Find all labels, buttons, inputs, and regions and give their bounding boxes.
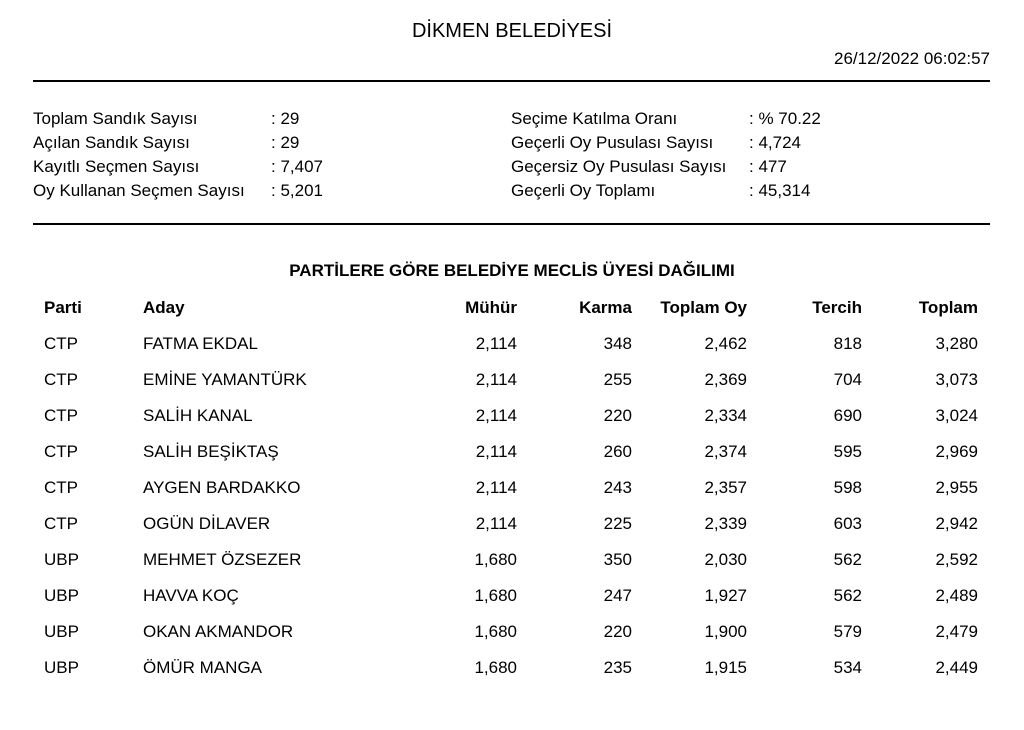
stat-row: [511, 179, 821, 203]
cell-tercih: 598: [833, 478, 862, 497]
cell-karma: 235: [603, 658, 632, 677]
cell-karma: 350: [603, 550, 632, 569]
cell-party: UBP: [44, 622, 79, 641]
stat-label: Oy Kullanan Seçmen Sayısı: [33, 181, 245, 200]
stat-row: [511, 131, 821, 155]
cell-candidate: FATMA EKDAL: [143, 334, 258, 353]
cell-toplam: 2,969: [935, 442, 978, 461]
cell-tercih: 595: [833, 442, 862, 461]
cell-tercih: 534: [833, 658, 862, 677]
table-row: [0, 404, 1024, 440]
cell-tercih: 818: [833, 334, 862, 353]
report-datetime: 26/12/2022 06:02:57: [834, 49, 990, 68]
cell-toplam: 2,955: [935, 478, 978, 497]
cell-party: CTP: [44, 370, 78, 389]
cell-muhur: 1,680: [474, 586, 517, 605]
table-body: [0, 332, 1024, 692]
section-title: PARTİLERE GÖRE BELEDİYE MECLİS ÜYESİ DAĞILIMI: [289, 261, 735, 280]
cell-muhur: 1,680: [474, 622, 517, 641]
stat-value: : 29: [271, 109, 300, 128]
cell-karma: 348: [603, 334, 632, 353]
cell-karma: 255: [603, 370, 632, 389]
table-row: [0, 584, 1024, 620]
cell-toplam: 2,592: [935, 550, 978, 569]
stat-row: [33, 107, 323, 131]
cell-toplam: 3,073: [935, 370, 978, 389]
cell-candidate: MEHMET ÖZSEZER: [143, 550, 302, 569]
stat-label: Geçerli Oy Toplamı: [511, 181, 656, 200]
cell-muhur: 2,114: [475, 370, 517, 389]
cell-party: CTP: [44, 334, 78, 353]
stat-label: Seçime Katılma Oranı: [511, 109, 678, 128]
table-row: [0, 512, 1024, 548]
stat-value: : % 70.22: [749, 109, 821, 128]
table-header-row: [0, 296, 1024, 332]
cell-tercih: 562: [833, 550, 862, 569]
cell-muhur: 2,114: [475, 406, 517, 425]
table-row: [0, 548, 1024, 584]
cell-candidate: OGÜN DİLAVER: [143, 514, 271, 533]
cell-candidate: EMİNE YAMANTÜRK: [143, 370, 307, 389]
cell-toplam: 3,024: [935, 406, 978, 425]
cell-toplam-oy: 2,374: [704, 442, 747, 461]
cell-candidate: AYGEN BARDAKKO: [143, 478, 301, 497]
cell-candidate: ÖMÜR MANGA: [143, 658, 262, 677]
stats-left: [33, 107, 323, 203]
stats-right: [511, 107, 821, 203]
stat-value: : 45,314: [749, 181, 811, 200]
cell-tercih: 562: [833, 586, 862, 605]
cell-karma: 225: [603, 514, 632, 533]
cell-muhur: 2,114: [475, 334, 517, 353]
col-header-tercih: Tercih: [812, 298, 862, 317]
results-table: [0, 296, 1024, 692]
col-header-toplam-oy: Toplam Oy: [660, 298, 747, 317]
cell-toplam-oy: 2,357: [704, 478, 747, 497]
cell-party: CTP: [44, 514, 78, 533]
stat-row: [33, 179, 323, 203]
stat-value: : 477: [749, 157, 787, 176]
cell-party: UBP: [44, 586, 79, 605]
cell-toplam-oy: 1,927: [704, 586, 747, 605]
cell-muhur: 1,680: [474, 550, 517, 569]
cell-toplam: 2,479: [935, 622, 978, 641]
cell-toplam-oy: 1,915: [704, 658, 747, 677]
stat-label: Toplam Sandık Sayısı: [33, 109, 198, 128]
col-header-muhur: Mühür: [465, 298, 517, 317]
table-row: [0, 368, 1024, 404]
page-title: DİKMEN BELEDİYESİ: [411, 20, 613, 42]
cell-party: CTP: [44, 406, 78, 425]
stat-label: Geçersiz Oy Pusulası Sayısı: [511, 157, 727, 176]
cell-tercih: 704: [833, 370, 862, 389]
table-row: [0, 476, 1024, 512]
table-row: [0, 620, 1024, 656]
table-row: [0, 332, 1024, 368]
cell-muhur: 2,114: [475, 442, 517, 461]
cell-toplam: 2,449: [935, 658, 978, 677]
cell-tercih: 690: [833, 406, 862, 425]
cell-toplam-oy: 2,462: [704, 334, 747, 353]
top-divider: [33, 80, 990, 82]
stat-row: [33, 155, 323, 179]
cell-karma: 220: [603, 622, 632, 641]
middle-divider: [33, 223, 990, 225]
cell-candidate: SALİH KANAL: [143, 406, 253, 425]
cell-toplam: 2,942: [935, 514, 978, 533]
cell-party: UBP: [44, 658, 79, 677]
cell-karma: 220: [603, 406, 632, 425]
stat-label: Kayıtlı Seçmen Sayısı: [33, 157, 200, 176]
col-header-karma: Karma: [579, 298, 632, 317]
cell-toplam-oy: 2,334: [704, 406, 747, 425]
cell-tercih: 579: [833, 622, 862, 641]
cell-tercih: 603: [833, 514, 862, 533]
stat-value: : 7,407: [271, 157, 323, 176]
table-row: [0, 440, 1024, 476]
cell-toplam: 3,280: [935, 334, 978, 353]
cell-karma: 243: [603, 478, 632, 497]
col-header-party: Parti: [44, 298, 82, 317]
stat-row: [33, 131, 323, 155]
col-header-toplam: Toplam: [918, 298, 978, 317]
stat-value: : 29: [271, 133, 300, 152]
cell-muhur: 2,114: [475, 514, 517, 533]
stat-value: : 5,201: [271, 181, 323, 200]
cell-party: UBP: [44, 550, 79, 569]
stat-label: Açılan Sandık Sayısı: [33, 133, 190, 152]
cell-party: CTP: [44, 478, 78, 497]
cell-karma: 260: [603, 442, 632, 461]
cell-toplam-oy: 2,030: [704, 550, 747, 569]
stat-value: : 4,724: [749, 133, 801, 152]
col-header-candidate: Aday: [143, 298, 185, 317]
cell-toplam: 2,489: [935, 586, 978, 605]
table-row: [0, 656, 1024, 692]
cell-muhur: 2,114: [475, 478, 517, 497]
cell-party: CTP: [44, 442, 78, 461]
cell-candidate: HAVVA KOÇ: [143, 586, 239, 605]
cell-candidate: OKAN AKMANDOR: [143, 622, 294, 641]
stat-label: Geçerli Oy Pusulası Sayısı: [511, 133, 714, 152]
cell-toplam-oy: 1,900: [704, 622, 747, 641]
cell-toplam-oy: 2,369: [704, 370, 747, 389]
stat-row: [511, 155, 821, 179]
cell-toplam-oy: 2,339: [704, 514, 747, 533]
cell-muhur: 1,680: [474, 658, 517, 677]
stat-row: [511, 107, 821, 131]
cell-karma: 247: [603, 586, 632, 605]
cell-candidate: SALİH BEŞİKTAŞ: [143, 442, 279, 461]
